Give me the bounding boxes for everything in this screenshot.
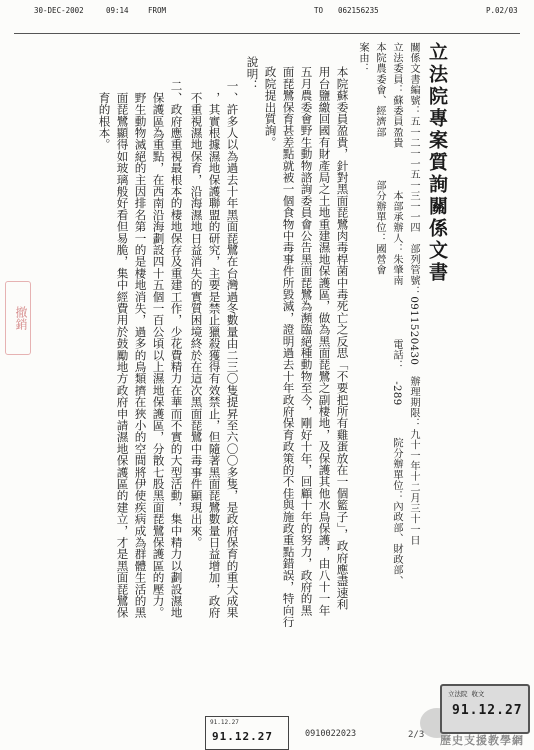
body-line: 五月農委會野生動物諮詢委員會公告黑面琵鷺為瀕臨絕種動物至今，剛好十年，回顧十年的努力，政府的黑: [299, 66, 314, 616]
legislature-received-stamp: [440, 684, 530, 734]
red-seal-stamp: 撤銷: [5, 281, 31, 355]
receipt-stamp-date: 91.12.27: [212, 730, 273, 743]
explanation-label: 說明：: [245, 56, 260, 92]
header-line-legislator: 立法委員：蘇委員盈貴 本部承辦人：朱肇南 電話： -289 院分辦單位：內政部、財政部、: [391, 42, 402, 586]
fax-to-number: 062156235: [338, 6, 379, 15]
fax-date: 30-DEC-2002: [34, 6, 84, 15]
body-line: 一、許多人以為過去十年黑面琵鷺在台灣過冬數量由二三〇隻提昇至六〇〇多隻，是政府保育的重大成果: [225, 80, 240, 619]
document-id-stamp: 0910022023: [305, 729, 357, 739]
document-title: 立法院專案質詢關係文書: [426, 42, 448, 284]
receipt-stamp: [205, 716, 289, 750]
fax-from-label: FROM: [148, 6, 167, 15]
fax-page-number: P.02/03: [486, 6, 518, 15]
header-line-reference: 關係文書編號：五一二一一五一三一一四 部列管號：0911520430 辦理期限：九十一年十二月三十一日: [408, 42, 419, 546]
header-line-agencies: 本院農委會、經濟部 部分辦單位：國營會: [374, 42, 385, 276]
receipt-stamp-line1: 91.12.27: [210, 719, 239, 726]
body-line: 面琵鷺顯得如玻璃般好看但易脆，集中經費用於鼓勵地方政府申請濕地保護區的建立，才是黑面琵鷺保: [115, 80, 130, 619]
page-mark: 2/3: [408, 730, 425, 740]
body-line: 育的根本。: [97, 80, 112, 151]
watermark-text: 歷史支援教學網: [440, 734, 524, 747]
fax-to-label: TO: [314, 6, 324, 15]
body-line: 用台鹽繳回國有財產局之土地重建濕地保護區，做為黑面琵鷺之副棲地，及保護其他水鳥保護，由八十一年: [317, 66, 332, 616]
body-line: 本院蘇委員盈貴，針對黑面琵鷺肉毒桿菌中毒死亡之反思「不要把所有雞蛋放在一個籃子」，政府應盡速利: [335, 66, 350, 611]
received-stamp-date: 91.12.27: [452, 703, 523, 718]
received-stamp-label: 立法院 收文: [448, 690, 485, 698]
fax-time: 09:14: [106, 6, 129, 15]
fax-header: [0, 6, 534, 20]
body-line: 野生動物滅絕的主因排名第一的是棲地消失，過多的鳥類擠在狹小的空間將伊使疾病成為群體生活的黑: [133, 80, 148, 619]
body-line: 二、政府應重視最根本的棲地保存及重建工作，少花費精力在華而不實的大型活動，集中精力以劃設濕地: [169, 80, 184, 619]
body-line: 政院提出質詢。: [263, 66, 278, 148]
header-line-subject-label: 案由：: [357, 42, 368, 74]
body-line: 不重視濕地保育，沿海濕地日益消失的實質困境終於在這次黑面琵鷺中毒事件顯現出來。: [189, 80, 204, 548]
body-line: 保護區為重點，在西南沿海劃設四十五個一百公頃以上濕地保護區，分散七股黑面琵鷺保護區的壓力。: [151, 80, 166, 619]
body-line: ，其實根據濕地保護聯盟的研究，主要是禁止獵殺獲得有效禁止，但隨著黑面琵鷺數量日益增加，政府: [207, 80, 222, 619]
body-line: 面琵鷺保育甚差點就被一個食物中毒事件所毀滅，證明過去十年政府保育政策的不佳與施政重點錯誤，特向行: [281, 66, 296, 628]
header-rule: [14, 33, 520, 34]
